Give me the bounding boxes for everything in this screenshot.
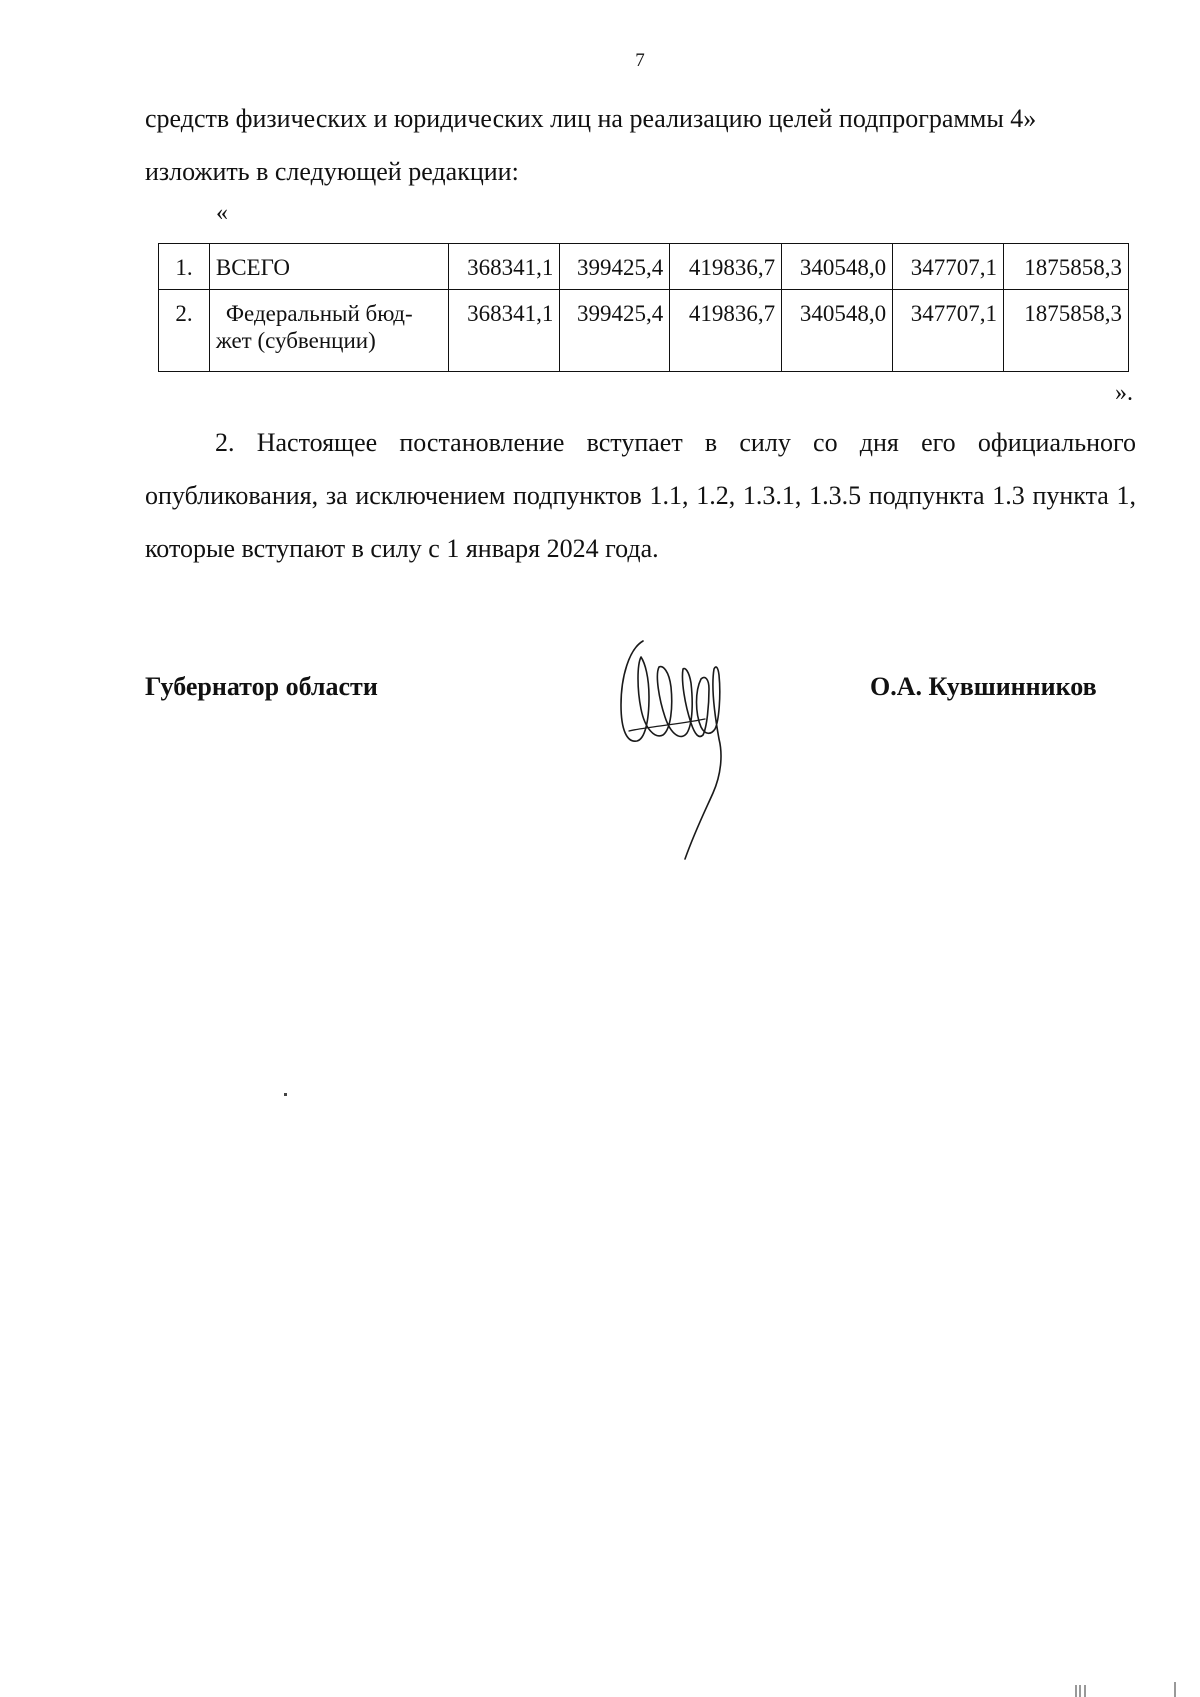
close-quote: ». xyxy=(1115,380,1133,406)
table-row xyxy=(159,244,1129,290)
row-index: 1. xyxy=(159,244,210,290)
row-name xyxy=(209,290,449,372)
value-cell: 340548,0 xyxy=(782,244,893,290)
budget-table xyxy=(158,243,1129,372)
intro-paragraph: средств физических и юридических лиц на реализацию целей подпрограммы 4» изложить в следующей редакции: xyxy=(145,104,1037,186)
value-cell: 419836,7 xyxy=(670,290,782,372)
open-quote: « xyxy=(216,200,228,226)
item-2-paragraph: 2. Настоящее постановление вступает в силу со дня его официального опубликования, за исключением подпунктов 1.1, 1.2, 1.3.1, 1.3.5 подпункта 1.3 пункта 1, которые вступают в силу с 1 января 2024 года. xyxy=(145,428,1136,563)
row-index: 2. xyxy=(159,290,210,372)
row-name-line2: жет (субвенции) xyxy=(215,328,376,353)
value-cell: 368341,1 xyxy=(449,244,560,290)
signatory-name: О.А. Кувшинников xyxy=(870,672,1097,701)
page-number: 7 xyxy=(635,50,645,71)
row-name: ВСЕГО xyxy=(209,244,449,290)
value-cell: 347707,1 xyxy=(893,290,1004,372)
value-cell: 347707,1 xyxy=(893,244,1004,290)
value-cell: 368341,1 xyxy=(449,290,560,372)
handwritten-signature xyxy=(615,635,755,865)
total-cell: 1875858,3 xyxy=(1004,244,1129,290)
scan-speck xyxy=(284,1093,287,1096)
value-cell: 340548,0 xyxy=(782,290,893,372)
table-row xyxy=(159,290,1129,372)
value-cell: 419836,7 xyxy=(670,244,782,290)
total-cell: 1875858,3 xyxy=(1004,290,1129,372)
value-cell: 399425,4 xyxy=(560,290,670,372)
row-name-line1: Федеральный бюд- xyxy=(225,301,413,326)
value-cell: 399425,4 xyxy=(560,244,670,290)
signatory-title: Губернатор области xyxy=(145,672,378,701)
scan-margin-marks xyxy=(1074,1682,1184,1697)
